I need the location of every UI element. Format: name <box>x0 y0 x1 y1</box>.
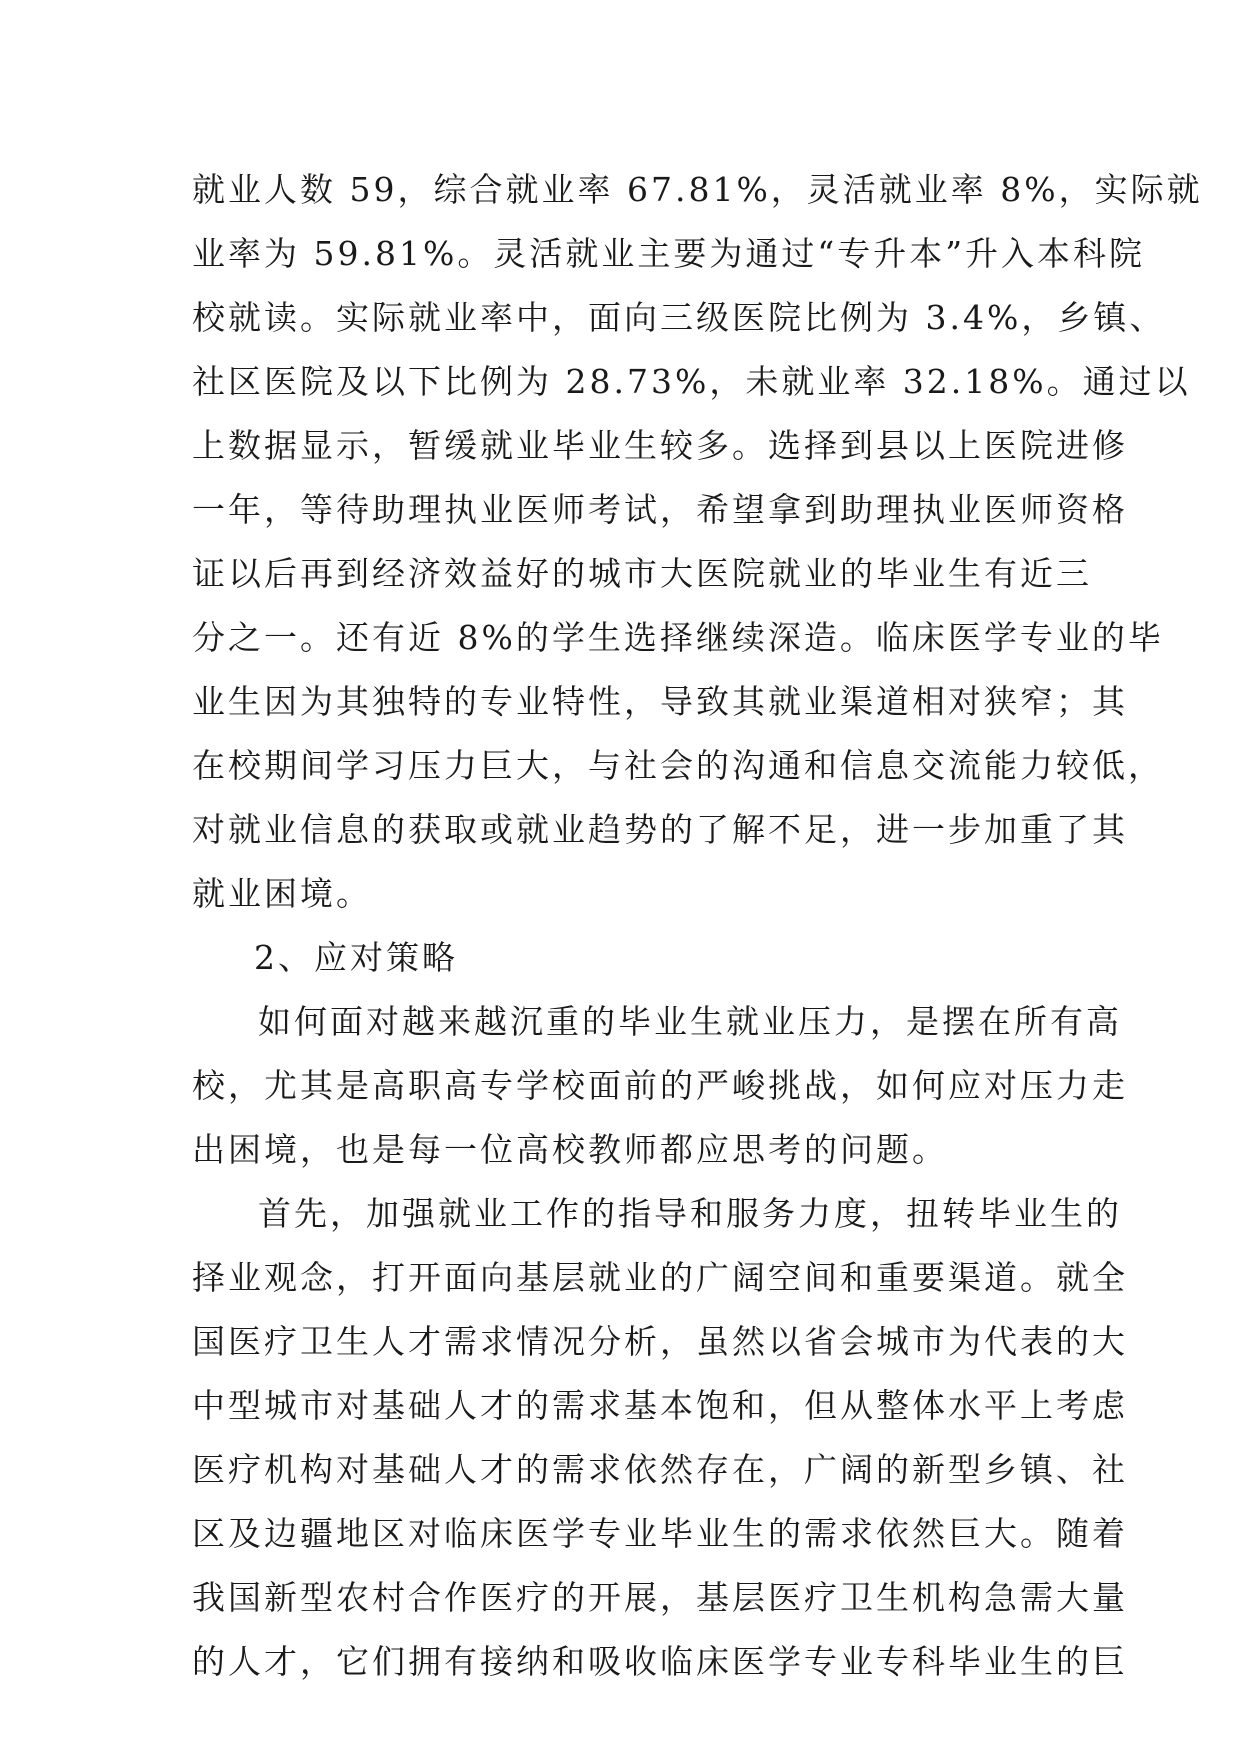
text-line: 我国新型农村合作医疗的开展，基层医疗卫生机构急需大量 <box>192 1578 1128 1617</box>
text-line: 在校期间学习压力巨大，与社会的沟通和信息交流能力较低， <box>192 746 1164 785</box>
text-line: 择业观念，打开面向基层就业的广阔空间和重要渠道。就全 <box>192 1258 1128 1297</box>
text-line: 医疗机构对基础人才的需求依然存在，广阔的新型乡镇、社 <box>192 1450 1128 1489</box>
text-line: 业率为 59.81%。灵活就业主要为通过“专升本”升入本科院 <box>192 234 1146 273</box>
section-heading: 2、应对策略 <box>254 938 458 977</box>
text-line: 首先，加强就业工作的指导和服务力度，扭转毕业生的 <box>258 1194 1122 1233</box>
text-line: 上数据显示，暂缓就业毕业生较多。选择到县以上医院进修 <box>192 426 1128 465</box>
text-line: 中型城市对基础人才的需求基本饱和，但从整体水平上考虑 <box>192 1386 1128 1425</box>
text-line: 就业困境。 <box>192 874 372 913</box>
text-line: 区及边疆地区对临床医学专业毕业生的需求依然巨大。随着 <box>192 1514 1128 1553</box>
text-line: 就业人数 59，综合就业率 67.81%，灵活就业率 8%，实际就 <box>192 170 1203 209</box>
text-line: 校，尤其是高职高专学校面前的严峻挑战，如何应对压力走 <box>192 1066 1128 1105</box>
text-line: 出困境，也是每一位高校教师都应思考的问题。 <box>192 1130 948 1169</box>
text-line: 社区医院及以下比例为 28.73%，未就业率 32.18%。通过以 <box>192 362 1191 401</box>
document-body <box>192 158 1203 1694</box>
text-line: 对就业信息的获取或就业趋势的了解不足，进一步加重了其 <box>192 810 1128 849</box>
text-line: 业生因为其独特的专业特性，导致其就业渠道相对狭窄；其 <box>192 682 1128 721</box>
text-line: 校就读。实际就业率中，面向三级医院比例为 3.4%，乡镇、 <box>192 298 1166 337</box>
text-line: 一年，等待助理执业医师考试，希望拿到助理执业医师资格 <box>192 490 1128 529</box>
paragraph-pressure <box>192 990 1128 1182</box>
text-line: 的人才，它们拥有接纳和吸收临床医学专业专科毕业生的巨 <box>192 1642 1128 1681</box>
text-line: 国医疗卫生人才需求情况分析，虽然以省会城市为代表的大 <box>192 1322 1128 1361</box>
text-line: 证以后再到经济效益好的城市大医院就业的毕业生有近三 <box>192 554 1092 593</box>
text-line: 如何面对越来越沉重的毕业生就业压力，是摆在所有高 <box>258 1002 1122 1041</box>
paragraph-first-strategy <box>192 1182 1128 1694</box>
text-line: 分之一。还有近 8%的学生选择继续深造。临床医学专业的毕 <box>192 618 1164 657</box>
paragraph-employment-stats <box>192 158 1203 926</box>
